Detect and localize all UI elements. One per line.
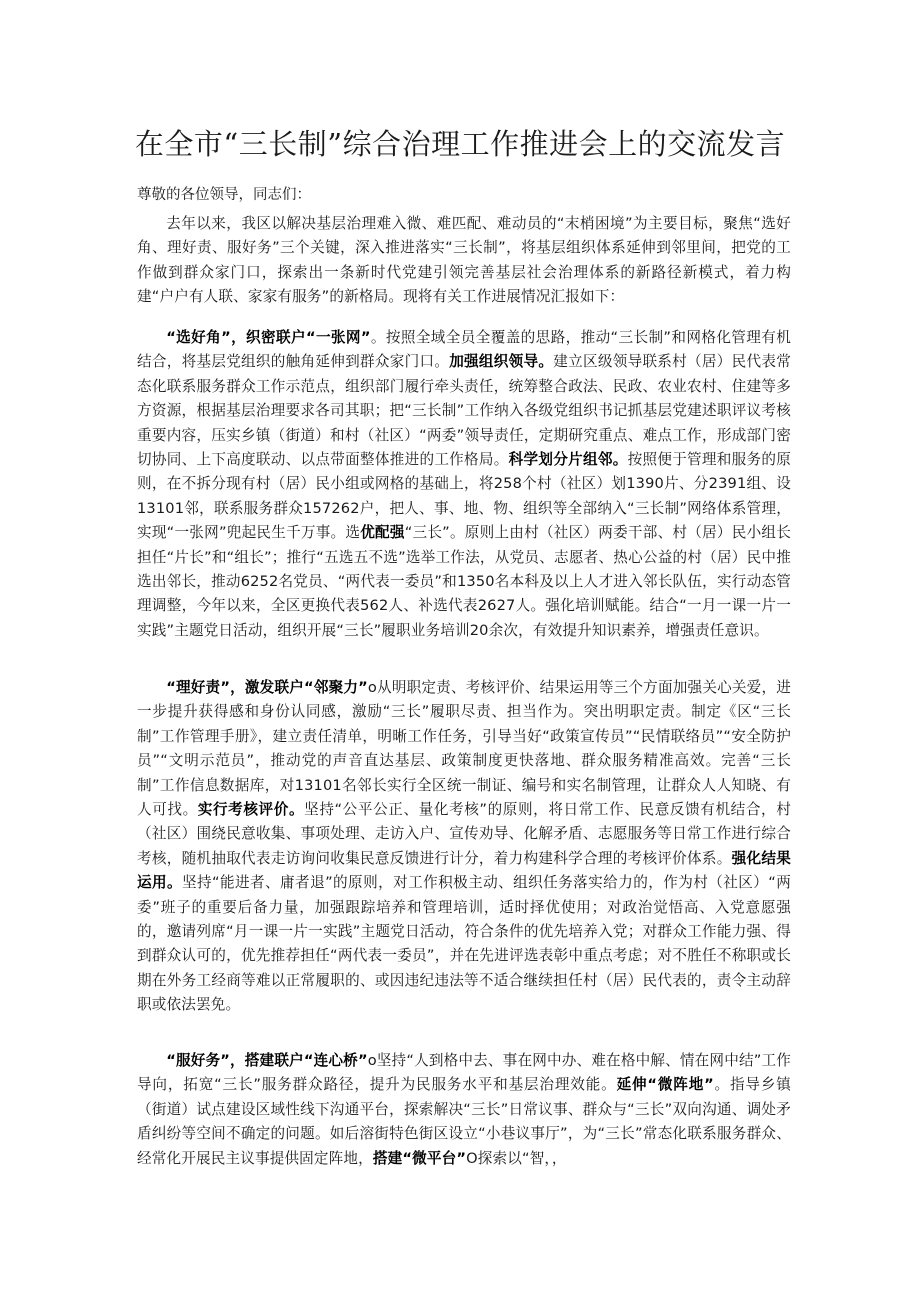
body-text: “三长”。原则上由村（社区）两委干部、村（居）民小组长担任“片长”和“组长”；推行“五选五不选”选举工作法，从党员、志愿者、热心公益的村（居）民中推选出邻长，推动6252名党员、“两代表一委员”和1350名本科及以上人才进入邻长队伍，实行动态管理调整，今年以来，全区更换代表562人、补选代表2627人。强化培训赋能。结合“一月一课一片一实践”主题党日活动，组织开展“三长”履职业务培训20余次，有效提升知识素养，增强责任意识。 (137, 524, 791, 639)
bold-heading-text: 实行考核评价。 (197, 801, 305, 819)
body-text: 坚持“公平公正、量化考核”的原则，将日常工作、民意反馈有机结合，村（社区）围绕民意收集、事项处理、走访入户、宣传劝导、化解矛盾、志愿服务等日常工作进行综合考核，随机抽取代表走访询问收集民意反馈进行计分，着力构建科学合理的考核评价体系。 (137, 801, 791, 867)
paragraph-intro (137, 212, 791, 310)
body-text: 去年以来，我区以解决基层治理难入微、难匹配、难动员的“末梢困境”为主要目标，聚焦“选好角、理好责、服好务”三个关键，深入推进落实“三长制”，将基层组织体系延伸到邻里间，把党的工作做到群众家门口，探索出一条新时代党建引领完善基层社会治理体系的新路径新模式，着力构建“户户有人联、家家有服务”的新格局。现将有关工作进展情况汇报如下： (137, 215, 791, 306)
body-text: 坚持“能进者、庸者退”的原则，对工作积极主动、组织任务落实给力的，作为村（社区）“两委”班子的重要后备力量，加强跟踪培养和管理培训，适时择优使用；对政治觉悟高、入党意愿强的，邀请列席“月一课一片一实践”主题党日活动，符合条件的优先培养入党；对群众工作能力强、得到群众认可的，优先推荐担任“两代表一委员”，并在先进评选表彰中重点考虑；对不胜任不称职或长期在外务工经商等难以正常履职的、或因违纪违法等不适合继续担任村（居）民代表的，责令主动辞职或依法罢免。 (137, 874, 791, 1014)
body-text: o从明职定责、考核评价、结果运用等三个方面加强关心关爱，进一步提升获得感和身份认同感，激励“三长”履职尽责、担当作为。突出明职定责。制定《区“三长制”工作管理手册》，建立责任清单，明晰工作任务，引导当好“政策宣传员”“民情联络员”“安全防护员”“文明示范员”，推动党的声音直达基层、政策制度更快落地、群众服务精准高效。完善“三长制”工作信息数据库，对13101名邻长实行全区统一制证、编号和实名制管理，让群众人人知晓、有人可找。 (137, 679, 791, 819)
body-text: 。按照全域全员全覆盖的思路，推动“三长制”和网格化管理有机结合，将基层党组织的触角延伸到群众家门口。 (137, 329, 791, 371)
body-text: 按照便于管理和服务的原则，在不拆分现有村（居）民小组或网格的基础上，将258个村（社区）划1390片、分2391组、设13101邻，联系服务群众157262户，把人、事、地、物、组织等全部纳入“三长制”网络体系管理，实现“一张网”兜起民生千万事。选 (137, 451, 791, 542)
bold-heading-text: 搭建“微平台” (372, 1149, 467, 1167)
bold-heading-text: “服好务”，搭建联户“连心桥” (166, 1052, 368, 1069)
paragraph-xuan-hao-jiao (137, 326, 791, 643)
bold-heading-text: 强化结果运用。 (137, 849, 791, 892)
salutation: 尊敬的各位领导，同志们： (137, 187, 311, 203)
bold-heading-text: “选好角”，织密联户“一张网” (166, 329, 371, 346)
body-text: 。指导乡镇（街道）试点建设区域性线下沟通平台，探索解决“三长”日常议事、群众与“三长”双向沟通、调处矛盾纠纷等空间不确定的问题。如后溶街特色街区设立“小巷议事厅”，为“三长”常态化联系服务群众、经常化开展民主议事提供固定阵地， (137, 1076, 791, 1167)
paragraph-li-hao-ze (137, 676, 791, 1018)
bold-heading-text: 科学划分片组邻。 (508, 451, 628, 469)
bold-heading-text: “理好责”，激发联户“邻聚力” (166, 679, 368, 696)
bold-heading-text: 优配强 (360, 524, 405, 542)
bold-heading-text: 延伸“微阵地” (616, 1076, 714, 1094)
body-text: O探索以“智，， (466, 1149, 567, 1167)
document-title: 在全市“三长制”综合治理工作推进会上的交流发言 (134, 127, 786, 161)
paragraph-fu-hao-wu (137, 1049, 791, 1171)
body-text: o坚持“人到格中去、事在网中办、难在格中解、情在网中结”工作导向，拓宽“三长”服务群众路径，提升为民服务水平和基层治理效能。 (137, 1052, 791, 1094)
bold-heading-text: 加强组织领导。 (449, 353, 554, 371)
body-text: 建立区级领导联系村（居）民代表常态化联系服务群众工作示范点，组织部门履行牵头责任，统筹整合政法、民政、农业农村、住建等多方资源，根据基层治理要求各司其职；把“三长制”工作纳入各级党组织书记抓基层党建述职评议考核重要内容，压实乡镇（街道）和村（社区）“两委”领导责任，定期研究重点、难点工作，形成部门密切协同、上下高度联动、以点带面整体推进的工作格局。 (137, 353, 791, 469)
